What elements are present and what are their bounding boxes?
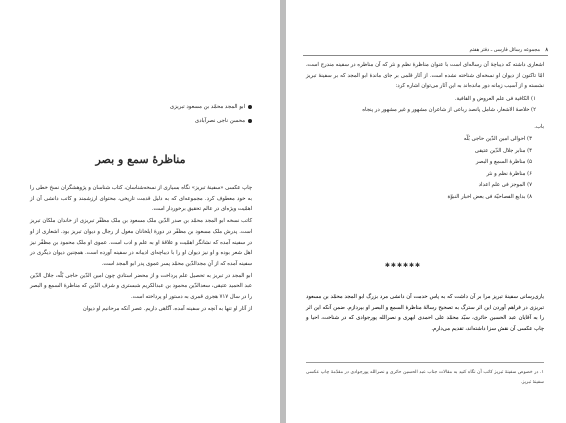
- paragraph: چاپ عکسی «سفینۀ تبریز» نگاه بسیاری از نسخه‌شناسان، کتاب شناسان و پژوهشگران نسخ خطی را به خود معطوف کرد. مجموعه‌ای که به دلیل قدمت تاریخی، محتوای ارزشمند و کاتب دانشی آن از اهمّیت ویژه‌ای در عالم تحقیق برخوردار است.: [30, 185, 252, 213]
- author-name: محسن ناجی نصرآبادی: [194, 118, 245, 124]
- right-body-text: [306, 60, 544, 203]
- bullet-icon: [248, 119, 252, 123]
- bullet-icon: [248, 105, 252, 109]
- list-continuation: باب.: [534, 123, 544, 130]
- header-title: مجموعه رسائل فارسی ـ دفتر هفتم: [469, 48, 540, 53]
- intro-paragraph: اشعاری داشته که دیباچۀ آن رساله‌ای است با عنوان مناظرۀ نظم و نثر که آن مناظره در سفینه مندرج است، امّا تاکنون از دیوان او نسخه‌ای شناخته نشده است. از آثار قلمی بر جای ماندۀ ابو المجد که بر سفینۀ تبریز نشسته و از آسیب زمانه دور مانده‌اند به این آثار می‌توان اشاره کرد:: [306, 62, 544, 89]
- list-item: ۴) منابر جلال الدّین عتیقی: [474, 147, 532, 154]
- list-item: ۸) بدایع الفصاحیّة فی بعض اخبار النبوّة: [447, 193, 532, 200]
- list-item: ۶) مناظرۀ نظم و نثر: [486, 170, 532, 177]
- list-item: ۳) احوالی امین الدّین حاجی بُلّه: [463, 136, 532, 142]
- list-item: ۲) خلاصۀ الاشعار، شامل پانصد رباعی از شاعران مشهور و غیر مشهور در پنجاه: [362, 106, 536, 113]
- works-list: [306, 94, 536, 116]
- paragraph: ابو المجد در تبریز به تحصیل علم پرداخت و از محضر استادیِ چون امین الدّین حاجی بُلّه، جلال الدّین عبد الحمید عتیقی، سعدالدّین محمود بن عبدالکریم شبستری و شرف الدّین که مناظرۀ السمع و البصر را در سال ۷۱۷ هجری قمری به دستور او پرداخته است.: [30, 272, 252, 301]
- closing-paragraph: یاری‌رسانی سفینۀ تبریز مرا بر آن داشت که به پاس خدمت آن دانشی مرد بزرگ ابو المجد محمّد بن مسعود تبریزی در فراهم آوردن این اثر سترگ به تصحیح رسالۀ مناظرۀ السمع و البصر او بپردازم. ضمن آنکه این اثر را به آقایان عبد الحسین حائری، سیّد محمّد علی احمدی ابهری و نصرالله پورجوادی که در شناخت، احیا و چاپ عکسی آن نقش سزا داشته‌اند، تقدیم می‌دارم.: [306, 294, 544, 333]
- header-divider: [303, 55, 548, 56]
- paragraph: از آثار او تنها به آنچه در سفینه آمده، آگاهی داریم. عصر آنکه مرحانیم او دیوان: [82, 305, 252, 312]
- running-header: [303, 46, 548, 55]
- author-item: [102, 100, 252, 114]
- author-item: [102, 114, 252, 128]
- footnote: ۱. در خصوص سفینۀ تبریز کاتب آن نگاه کنید به مقالات جناب عبد الحسین حائری و نصرالله پورجوادی در مقدّمۀ چاپ عکسی سفینۀ تبریز.: [306, 370, 544, 385]
- list-item: ۱) الکافیة فی علم العروض و القافیة.: [454, 95, 536, 102]
- works-list-continued: [306, 134, 532, 203]
- list-item: ۵) مناظرۀ السمع و البصر: [475, 159, 532, 165]
- list-item: ۷) الموجز فی علم اعداد: [478, 182, 532, 188]
- article-title: مناظرۀ سمع و بصر: [95, 153, 186, 166]
- paragraph: کاتب نسخه ابو المجد محمّد بن صدر الدّین ملک مسعود بن ملک مظفّر تبریزی از خاندان ملکان تبریز است. پدرش ملک مسعود بن مظفّر در دورۀ ایلخانان مغول از رجال و دیوان تبریز بود. اشعاری از او در سفینه آمده که نشانگر اهمّیت و علاقۀ او به علم و ادب است. عموی او ملک محمود بن مظفّر نیز اهل شعر بوده و او نیز دیوان او را با دیباچه‌ای ادیبانه در سفینه آورده است. همچنین دیوان دیگری در سفینه آمده که از آنِ مجدالدّین محمّد پسر عموی پدر ابو المجد است.: [30, 218, 252, 267]
- left-body-text: [30, 183, 252, 315]
- section-separator: ✱✱✱✱✱✱: [384, 262, 422, 269]
- author-list: [102, 100, 252, 128]
- right-page: [285, 0, 566, 423]
- footnote-divider: [306, 362, 544, 363]
- left-page: [0, 0, 281, 423]
- page-number: ۸: [545, 47, 548, 53]
- author-name: ابو المجد محمّد بن مسعود تبریزی: [169, 104, 245, 110]
